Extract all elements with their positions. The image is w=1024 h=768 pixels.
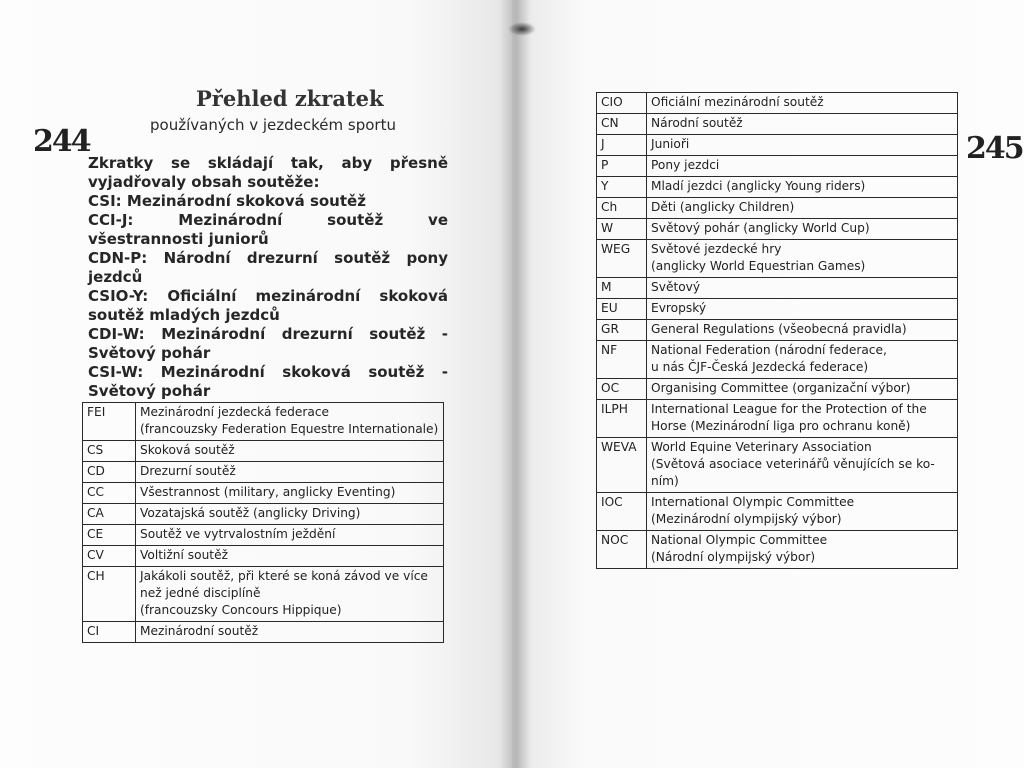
table-row	[597, 93, 958, 114]
meaning-cell	[647, 278, 958, 299]
table-row	[83, 525, 444, 546]
abbreviation-cell: WEVA	[597, 438, 647, 493]
meaning-cell	[136, 622, 444, 643]
abbreviation-cell: P	[597, 156, 647, 177]
abbreviation-cell: CA	[83, 504, 136, 525]
meaning-cell	[647, 156, 958, 177]
abbreviation-cell: Y	[597, 177, 647, 198]
table-row	[597, 219, 958, 240]
abbreviation-table-left	[82, 402, 444, 643]
intro-text	[88, 154, 448, 401]
meaning-line: Národní soutěž	[651, 116, 743, 130]
abbreviation-cell: FEI	[83, 403, 136, 441]
meaning-cell	[647, 379, 958, 400]
meaning-line: (francouzsky Concours Hippique)	[140, 603, 342, 617]
meaning-cell	[647, 531, 958, 569]
table-row	[597, 198, 958, 219]
book-spine	[500, 0, 530, 768]
meaning-line: Děti (anglicky Children)	[651, 200, 795, 214]
intro-paragraph: Zkratky se skládají tak, aby přesně vyjadřovaly obsah soutěže:	[88, 154, 448, 191]
meaning-cell	[136, 546, 444, 567]
abbreviation-cell: IOC	[597, 493, 647, 531]
table-row	[597, 438, 958, 493]
intro-paragraph: CSI-W: Mezinárodní skoková soutěž - Světový pohár	[88, 363, 448, 400]
abbreviation-cell: W	[597, 219, 647, 240]
abbreviation-cell: Ch	[597, 198, 647, 219]
intro-paragraph: CCI-J: Mezinárodní soutěž ve všestrannosti juniorů	[88, 211, 448, 248]
meaning-line: Voltižní soutěž	[140, 548, 228, 562]
meaning-line: National Federation (národní federace,	[651, 343, 887, 357]
meaning-cell	[647, 219, 958, 240]
meaning-cell	[647, 299, 958, 320]
table-row	[83, 504, 444, 525]
abbreviation-cell: OC	[597, 379, 647, 400]
meaning-line: International League for the Protection of the	[651, 402, 927, 416]
meaning-line: Evropský	[651, 301, 707, 315]
meaning-line: (anglicky World Equestrian Games)	[651, 259, 866, 273]
meaning-line: International Olympic Committee	[651, 495, 855, 509]
meaning-cell	[647, 93, 958, 114]
abbreviation-cell: CE	[83, 525, 136, 546]
meaning-cell	[647, 177, 958, 198]
meaning-line: Organising Committee (organizační výbor)	[651, 381, 911, 395]
meaning-cell	[136, 504, 444, 525]
meaning-line: (Národní olympijský výbor)	[651, 550, 816, 564]
spine-mark	[508, 22, 536, 36]
table-row	[597, 114, 958, 135]
abbreviation-cell: NF	[597, 341, 647, 379]
abbreviation-cell: CN	[597, 114, 647, 135]
table-row	[83, 441, 444, 462]
abbreviation-cell: CI	[83, 622, 136, 643]
abbreviation-cell: J	[597, 135, 647, 156]
intro-paragraph: CDI-W: Mezinárodní drezurní soutěž - Světový pohár	[88, 325, 448, 362]
meaning-cell	[647, 438, 958, 493]
meaning-cell	[647, 341, 958, 379]
table-row	[597, 341, 958, 379]
abbreviation-cell: EU	[597, 299, 647, 320]
meaning-cell	[136, 567, 444, 622]
meaning-line: Junioři	[651, 137, 690, 151]
meaning-cell	[136, 483, 444, 504]
meaning-cell	[647, 400, 958, 438]
page-number-right: 245	[966, 131, 1023, 166]
table-row	[83, 403, 444, 441]
meaning-line: Skoková soutěž	[140, 443, 235, 457]
meaning-line: ním)	[651, 474, 679, 488]
meaning-line: (francouzsky Federation Equestre Internationale)	[140, 422, 439, 436]
meaning-cell	[136, 525, 444, 546]
abbreviation-cell: CIO	[597, 93, 647, 114]
table-row	[597, 135, 958, 156]
table-row	[83, 622, 444, 643]
meaning-line: National Olympic Committee	[651, 533, 828, 547]
meaning-line: Jakákoli soutěž, při které se koná závod ve více	[140, 569, 428, 583]
table-row	[597, 299, 958, 320]
meaning-line: Oficiální mezinárodní soutěž	[651, 95, 824, 109]
meaning-cell	[647, 493, 958, 531]
abbreviation-cell: NOC	[597, 531, 647, 569]
intro-paragraph: CSI: Mezinárodní skoková soutěž	[88, 192, 366, 210]
meaning-line: Horse (Mezinárodní liga pro ochranu koně)	[651, 419, 911, 433]
table-row	[597, 240, 958, 278]
meaning-cell	[647, 135, 958, 156]
table-row	[597, 493, 958, 531]
meaning-line: Mezinárodní jezdecká federace	[140, 405, 330, 419]
abbreviation-cell: ILPH	[597, 400, 647, 438]
table-row	[597, 531, 958, 569]
meaning-line: (Mezinárodní olympijský výbor)	[651, 512, 842, 526]
meaning-line: Světový	[651, 280, 701, 294]
meaning-line: (Světová asociace veterinářů věnujících se ko-	[651, 457, 935, 471]
meaning-cell	[647, 198, 958, 219]
meaning-line: než jedné disciplíně	[140, 586, 261, 600]
table-row	[597, 278, 958, 299]
abbreviation-cell: CS	[83, 441, 136, 462]
page-number-left: 244	[33, 124, 90, 159]
table-row	[83, 462, 444, 483]
table-row	[597, 400, 958, 438]
abbreviation-cell: CD	[83, 462, 136, 483]
page-subtitle: používaných v jezdeckém sportu	[150, 116, 396, 134]
meaning-line: Mladí jezdci (anglicky Young riders)	[651, 179, 866, 193]
meaning-line: Drezurní soutěž	[140, 464, 236, 478]
meaning-cell	[647, 320, 958, 341]
table-row	[597, 177, 958, 198]
abbreviation-cell: GR	[597, 320, 647, 341]
abbreviation-cell: CC	[83, 483, 136, 504]
table-row	[597, 320, 958, 341]
abbreviation-table-right	[596, 92, 958, 569]
intro-paragraph: CSIO-Y: Oficiální mezinárodní skoková soutěž mladých jezdců	[88, 287, 448, 324]
page-title: Přehled zkratek	[196, 86, 384, 111]
table-row	[597, 379, 958, 400]
meaning-line: Světové jezdecké hry	[651, 242, 782, 256]
meaning-line: General Regulations (všeobecná pravidla)	[651, 322, 907, 336]
meaning-line: World Equine Veterinary Association	[651, 440, 872, 454]
meaning-line: Vozatajská soutěž (anglicky Driving)	[140, 506, 361, 520]
meaning-cell	[136, 403, 444, 441]
meaning-cell	[647, 114, 958, 135]
table-row	[83, 567, 444, 622]
meaning-cell	[647, 240, 958, 278]
abbreviation-cell: WEG	[597, 240, 647, 278]
table-row	[83, 546, 444, 567]
meaning-line: Soutěž ve vytrvalostním ježdění	[140, 527, 336, 541]
intro-paragraph: CDN-P: Národní drezurní soutěž pony jezdců	[88, 249, 448, 286]
abbreviation-cell: CV	[83, 546, 136, 567]
table-row	[597, 156, 958, 177]
meaning-cell	[136, 462, 444, 483]
abbreviation-cell: M	[597, 278, 647, 299]
meaning-line: Pony jezdci	[651, 158, 720, 172]
meaning-cell	[136, 441, 444, 462]
meaning-line: u nás ČJF-Česká Jezdecká federace)	[651, 360, 869, 374]
meaning-line: Světový pohár (anglicky World Cup)	[651, 221, 870, 235]
meaning-line: Všestrannost (military, anglicky Eventing)	[140, 485, 396, 499]
table-row	[83, 483, 444, 504]
meaning-line: Mezinárodní soutěž	[140, 624, 259, 638]
abbreviation-cell: CH	[83, 567, 136, 622]
